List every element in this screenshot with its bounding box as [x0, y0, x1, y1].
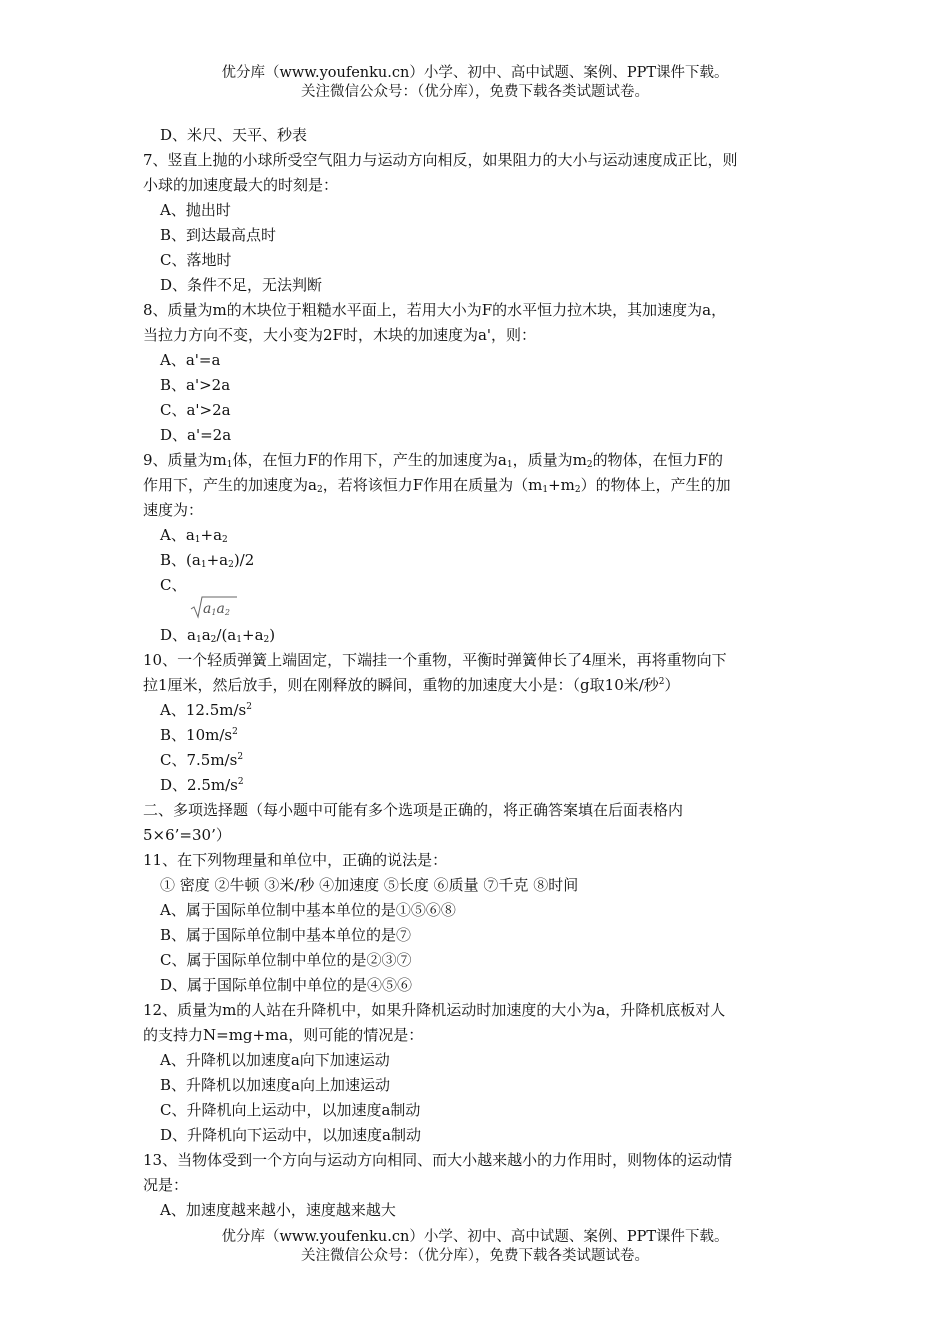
sqrt-expression [143, 598, 808, 623]
q9-text: 9、质量为m [143, 451, 227, 469]
q9-stem-line-3: 速度为： [143, 501, 204, 519]
q11-stem-line-1: 11、在下列物理量和单位中，正确的说法是： [143, 851, 448, 869]
question-12 [143, 998, 808, 1148]
superscript: 2 [237, 752, 244, 762]
section-2-line-1: 二、多项选择题（每小题中可能有多个选项是正确的，将正确答案填在后面表格内 [143, 801, 684, 819]
q10-text: 拉1厘米，然后放手，则在刚释放的瞬间，重物的加速度大小是：（g取10米/秒 [143, 676, 659, 694]
q7-stem-line-2: 小球的加速度最大的时刻是： [143, 176, 339, 194]
subscript: 2 [316, 485, 323, 495]
q10-text: ） [664, 676, 680, 694]
header-line-1: 优分库（www.youfenku.cn）小学、初中、高中试题、案例、PPT课件下载。 [221, 65, 729, 81]
question-8 [143, 298, 808, 448]
subscript: 1 [236, 635, 242, 645]
q9-option-c [143, 573, 808, 623]
q9-stem-line-1 [143, 448, 808, 473]
subscript: 2 [586, 460, 593, 470]
subscript: 2 [228, 560, 234, 570]
q10-stem-line-1: 10、一个轻质弹簧上端固定，下端挂一个重物，平衡时弹簧伸长了4厘米，再将重物向下 [143, 651, 727, 669]
q7-option-a: A、抛出时 [160, 201, 231, 219]
subscript: 1 [211, 608, 217, 617]
footer-line-2: 关注微信公众号：（优分库），免费下载各类试题试卷。 [301, 1248, 649, 1264]
q9-option-text: )/2 [233, 551, 255, 569]
subscript: 1 [226, 460, 233, 470]
q12-stem-line-2: 的支持力N=mg+ma，则可能的情况是： [143, 1026, 424, 1044]
q9-text: 体，在恒力F的作用下，产生的加速度为a [232, 451, 507, 469]
question-7 [143, 148, 808, 298]
q9-text: ，若将该恒力F作用在质量为（m [322, 476, 543, 494]
subscript: 1 [194, 535, 201, 545]
exam-content [143, 123, 808, 1223]
q9-text: 作用下，产生的加速度为a [143, 476, 317, 494]
q9-stem-line-2 [143, 473, 808, 498]
q12-option-c: C、升降机向上运动中，以加速度a制动 [160, 1101, 421, 1119]
subscript: 2 [263, 635, 270, 645]
q9-text: +m [548, 476, 575, 494]
subscript: 1 [542, 485, 549, 495]
q10-option-d [143, 773, 808, 798]
question-9 [143, 448, 808, 648]
q9-option-text: +a [206, 551, 229, 569]
superscript: 2 [237, 777, 244, 787]
q9-option-text: D、a [160, 626, 196, 644]
q12-option-d: D、升降机向下运动中，以加速度a制动 [160, 1126, 421, 1144]
q8-option-b: B、a'>2a [160, 376, 231, 394]
q11-items: ① 密度 ②牛顿 ③米/秒 ④加速度 ⑤长度 ⑥质量 ⑦千克 ⑧时间 [160, 876, 579, 894]
q9-option-text: +a [200, 526, 223, 544]
sqrt-radicand [203, 598, 230, 620]
question-11 [143, 848, 808, 998]
q10-option-a [143, 698, 808, 723]
section-2-heading [143, 798, 808, 848]
q8-option-c: C、a'>2a [160, 401, 231, 419]
header-line-2: 关注微信公众号：（优分库），免费下载各类试题试卷。 [301, 84, 649, 100]
q9-option-text: B、(a [160, 551, 201, 569]
q11-option-a: A、属于国际单位制中基本单位的是①⑤⑥⑧ [160, 901, 456, 919]
subscript: 1 [200, 560, 207, 570]
radicand-a1: a [203, 601, 212, 617]
question-13 [143, 1148, 808, 1223]
q9-option-text: /(a [216, 626, 237, 644]
q8-option-d: D、a'=2a [160, 426, 232, 444]
q10-option-text: B、10m/s [160, 726, 233, 744]
q12-option-b: B、升降机以加速度a向上加速运动 [160, 1076, 390, 1094]
footer-line-1: 优分库（www.youfenku.cn）小学、初中、高中试题、案例、PPT课件下载。 [221, 1229, 729, 1245]
q9-option-text: a [201, 626, 211, 644]
q13-option-a: A、加速度越来越小，速度越来越大 [160, 1201, 396, 1219]
q10-option-c [143, 748, 808, 773]
q9-option-a [143, 523, 808, 548]
superscript: 2 [658, 677, 665, 687]
q9-option-text: ) [269, 626, 276, 644]
subscript: 2 [574, 485, 581, 495]
q9-text: 的物体，在恒力F的 [592, 451, 723, 469]
q8-option-a: A、a'=a [160, 351, 221, 369]
q13-stem-line-1: 13、当物体受到一个方向与运动方向相同、而大小越来越小的力作用时，则物体的运动情 [143, 1151, 733, 1169]
q9-option-b [143, 548, 808, 573]
q10-stem-line-2 [143, 673, 808, 698]
superscript: 2 [232, 727, 238, 737]
q10-option-text: C、7.5m/s [160, 751, 238, 769]
q10-option-b [143, 723, 808, 748]
q12-option-a: A、升降机以加速度a向下加速运动 [160, 1051, 390, 1069]
q9-text: ）的物体上，产生的加 [580, 476, 731, 494]
page-header [0, 64, 950, 102]
q12-stem-line-1: 12、质量为m的人站在升降机中，如果升降机运动时加速度的大小为a，升降机底板对人 [143, 1001, 726, 1019]
q10-option-text: A、12.5m/s [160, 701, 247, 719]
q6-option-d: D、米尺、天平、秒表 [160, 126, 308, 144]
subscript: 2 [224, 608, 230, 617]
q8-stem-line-2: 当拉力方向不变，大小变为2F时，木块的加速度为a'，则： [143, 326, 537, 344]
subscript: 2 [222, 535, 228, 545]
q9-option-text: +a [242, 626, 264, 644]
superscript: 2 [246, 702, 252, 712]
q11-option-b: B、属于国际单位制中基本单位的是⑦ [160, 926, 412, 944]
subscript: 1 [506, 460, 513, 470]
q7-option-c: C、落地时 [160, 251, 232, 269]
q11-option-c: C、属于国际单位制中单位的是②③⑦ [160, 951, 412, 969]
q13-stem-line-2: 况是： [143, 1176, 189, 1194]
subscript: 2 [210, 635, 217, 645]
q9-text: ，质量为m [512, 451, 587, 469]
radicand-a2: a [216, 601, 225, 617]
q7-option-d: D、条件不足，无法判断 [160, 276, 323, 294]
section-2-line-2: 5×6’=30’） [143, 826, 231, 844]
q9-option-text: A、a [160, 526, 195, 544]
q9-option-d [143, 623, 808, 648]
subscript: 1 [195, 635, 202, 645]
q10-option-text: D、2.5m/s [160, 776, 238, 794]
q7-stem-line-1: 7、竖直上抛的小球所受空气阻力与运动方向相反，如果阻力的大小与运动速度成正比，则 [143, 151, 738, 169]
q8-stem-line-1: 8、质量为m的木块位于粗糙水平面上，若用大小为F的水平恒力拉木块，其加速度为a， [143, 301, 727, 319]
question-10 [143, 648, 808, 798]
q9-option-c-label: C、 [160, 576, 187, 594]
page-footer [0, 1228, 950, 1266]
q11-option-d: D、属于国际单位制中单位的是④⑤⑥ [160, 976, 413, 994]
q7-option-b: B、到达最高点时 [160, 226, 277, 244]
